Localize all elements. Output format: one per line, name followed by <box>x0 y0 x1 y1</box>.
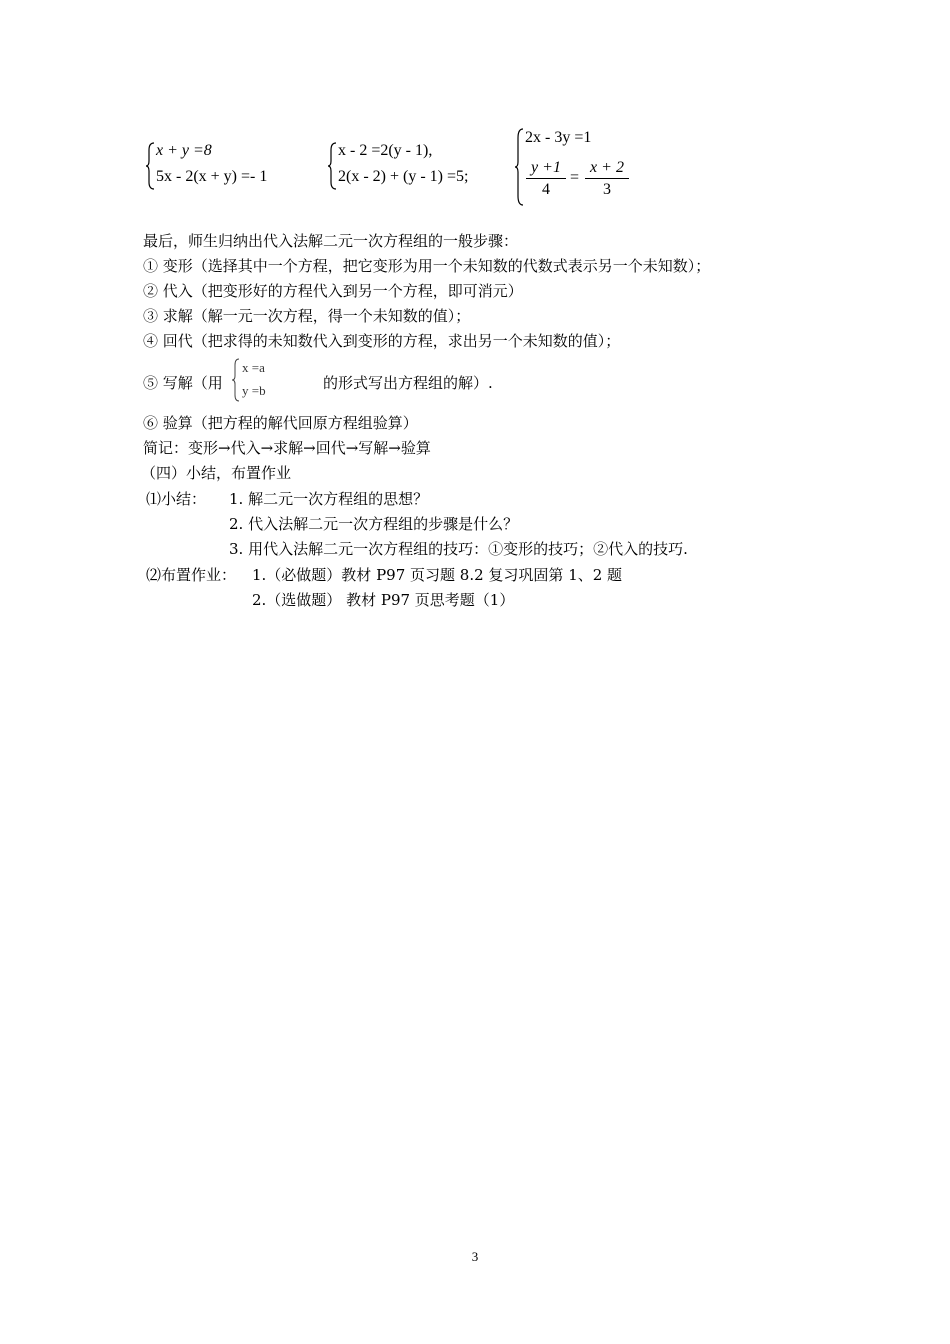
solution-form-system <box>232 358 302 404</box>
brace-icon <box>146 142 155 190</box>
system1-line2: 5x - 2(x + y) =- 1 <box>156 168 268 185</box>
equals-sign: = <box>570 169 580 186</box>
system3-line1: 2x - 3y =1 <box>525 129 592 146</box>
homework-label: ⑵布置作业： <box>146 566 237 584</box>
step-6: ⑥ 验算（把方程的解代回原方程组验算） <box>143 414 418 432</box>
step-2: ② 代入（把变形好的方程代入到另一个方程，即可消元） <box>143 282 523 300</box>
steps-intro: 最后，师生归纳出代入法解二元一次方程组的一般步骤： <box>143 232 519 250</box>
fraction-numerator: y +1 <box>526 158 566 179</box>
fraction-numerator: x + 2 <box>585 158 629 179</box>
homework-item-1: 1.（必做题）教材 P97 页习题 8.2 复习巩固第 1、2 题 <box>252 566 623 584</box>
summary-item-2: 2. 代入法解二元一次方程组的步骤是什么？ <box>229 515 519 533</box>
system1-line1: x + y =8 <box>156 142 212 159</box>
equation-system-1 <box>146 140 316 192</box>
equation-system-2 <box>328 140 508 192</box>
equation-system-3 <box>515 126 645 208</box>
steps-summary: 简记：变形→代入→求解→回代→写解→验算 <box>143 439 431 457</box>
step-3: ③ 求解（解一元一次方程，得一个未知数的值）； <box>143 307 471 325</box>
summary-item-1: 1. 解二元一次方程组的思想？ <box>229 490 429 508</box>
step-1: ① 变形（选择其中一个方程，把它变形为用一个未知数的代数式表示另一个未知数）； <box>143 257 711 275</box>
summary-label: ⑴小结： <box>146 490 207 508</box>
fraction-x-plus-2-over-3 <box>585 158 629 201</box>
brace-icon <box>232 358 241 402</box>
page-number: 3 <box>471 1249 479 1264</box>
fraction-denominator: 4 <box>542 181 550 198</box>
section-heading: （四）小结，布置作业 <box>141 464 292 482</box>
brace-icon <box>328 142 337 190</box>
solution-form-line2: y =b <box>242 383 266 398</box>
step-4: ④ 回代（把求得的未知数代入到变形的方程，求出另一个未知数的值）； <box>143 332 621 350</box>
brace-icon <box>515 128 524 206</box>
fraction-y-plus-1-over-4 <box>526 158 566 201</box>
summary-item-3: 3. 用代入法解二元一次方程组的技巧：①变形的技巧；②代入的技巧. <box>229 540 688 558</box>
step-5-suffix: 的形式写出方程组的解）. <box>323 374 493 392</box>
system2-line2: 2(x - 2) + (y - 1) =5; <box>338 168 469 185</box>
solution-form-line1: x =a <box>242 360 265 375</box>
fraction-denominator: 3 <box>603 181 611 198</box>
step-5-prefix: ⑤ 写解（用 <box>143 374 223 392</box>
homework-item-2: 2.（选做题） 教材 P97 页思考题（1） <box>252 591 515 609</box>
system2-line1: x - 2 =2(y - 1), <box>338 142 433 159</box>
